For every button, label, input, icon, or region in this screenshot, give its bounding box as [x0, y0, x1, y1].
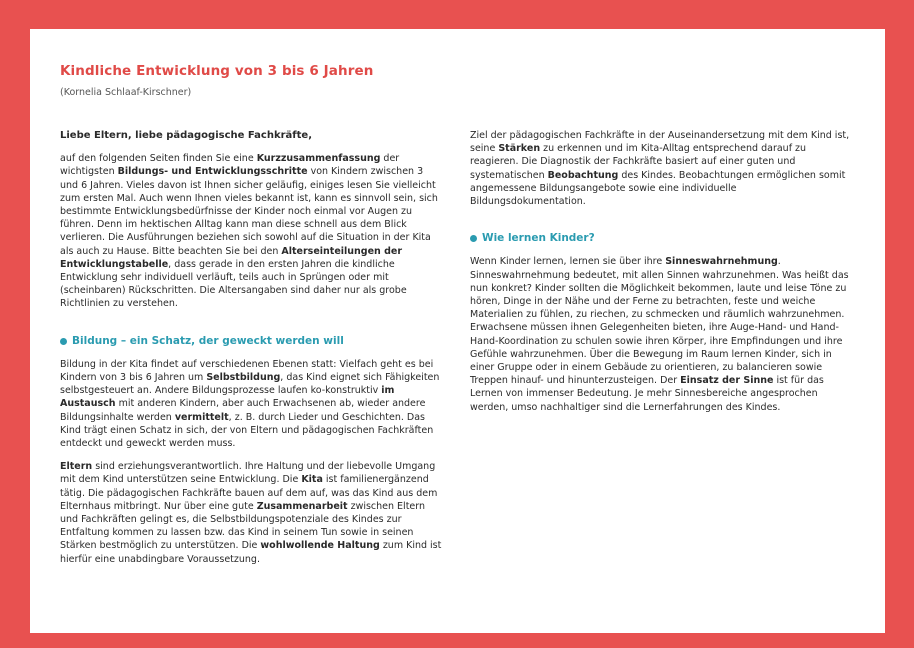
- right-column: [470, 129, 854, 414]
- bold-run: Alterseinteilungen der Entwicklungstabelle: [60, 245, 403, 270]
- text-run: auf den folgenden Seiten finden Sie eine: [60, 153, 257, 165]
- right-intro-paragraph: [470, 129, 854, 208]
- text-run: , z. B. durch Lieder und Geschichten. Das Kind trägt einen Schatz in sich, der von Eltern und pädagogischen Fachkräften entdeckt und geweckt werden muss.: [60, 411, 434, 450]
- greeting: Liebe Eltern, liebe pädagogische Fachkräfte,: [60, 130, 312, 141]
- section-heading-text: Wie lernen Kinder?: [482, 232, 595, 245]
- bold-run: Zusammenarbeit: [256, 500, 348, 512]
- text-run: ist für das Lernen von immenser Bedeutung. Je mehr Sinnesbereiche angesprochen werden, umso nachhaltiger sind die Lernerfahrungen des Kindes.: [470, 375, 824, 413]
- text-run: zwischen Eltern und Fachkräften gelingt es, die Selbstbildungspotenziale des Kindes zur Entfaltung kommen zu lassen bzw. das Kind in seinem Tun sowie in seinen Stärken bestmöglich zu unterstützen. Die: [60, 500, 426, 552]
- bold-run: Bildungs- und Entwicklungsschritte: [117, 166, 308, 178]
- text-run: mit anderen Kindern, aber auch Erwachsenen ab, wieder andere Bildungsinhalte werden: [60, 398, 426, 423]
- text-run: , dass gerade in den ersten Jahren die kindliche Entwicklung sehr individuell verläuft, teils auch in Sprüngen oder mit (scheinbaren) Rückschritten. Die Altersangaben sind daher nur als grobe Richtlinien zu verstehen.: [60, 258, 407, 310]
- text-run: der wichtigsten: [60, 153, 400, 178]
- text-run: ist familienergänzend tätig. Die pädagogischen Fachkräfte bauen auf dem auf, was das Kind aus dem Elternhaus mitbringt. Nur über eine gute: [60, 474, 438, 512]
- intro-paragraph: [60, 152, 444, 310]
- text-run: . Sinneswahrnehmung bedeutet, mit allen Sinnen wahrzunehmen. Was heißt das nun konkret? Kinder sollten die Möglichkeit bekommen, laute und leise Töne zu hören, Dinge in der Nähe und der Ferne zu betrachten, feste und weiche Materialien zu fühlen, zu riechen, zu schmecken und räumlich wahrzunehmen. Erwachsene müssen ihnen Gelegenheiten bieten, ihre Auge-Hand- und Hand-Hand-Koordination zu schulen sowie ihren Körper, ihre Empfindungen und ihre Gefühle wahrzunehmen. Über die Bewegung im Raum lernen Kinder, sich in einer Gruppe oder in einem Gebäude zu orientieren, zu balancieren sowie Treppen hinauf- und hinunterzusteigen. Der: [470, 256, 849, 387]
- document-page: [30, 29, 885, 633]
- bold-run: Stärken: [498, 143, 541, 155]
- bullet-dot-icon: [470, 235, 477, 242]
- text-run: , das Kind eignet sich Fähigkeiten selbstgesteuert an. Andere Bildungsprozesse laufen ko-konstruktiv: [60, 372, 440, 397]
- bold-run: Sinneswahrnehmung: [665, 256, 778, 268]
- bold-run: wohlwollende Haltung: [260, 540, 380, 552]
- text-run: zu erkennen und im Kita-Alltag entsprechend darauf zu reagieren. Die Diagnostik der Fachkräfte basiert auf einer guten und systematischen: [470, 143, 807, 181]
- text-run: Wenn Kinder lernen, lernen sie über ihre: [470, 256, 666, 268]
- bildung-paragraph-1: [60, 358, 444, 450]
- bold-run: Einsatz der Sinne: [680, 375, 774, 387]
- bold-run: im Austausch: [60, 385, 395, 410]
- text-run: sind erziehungsverantwortlich. Ihre Haltung und der liebevolle Umgang mit dem Kind unterstützen seine Entwicklung. Die: [60, 461, 436, 486]
- bullet-dot-icon: [60, 338, 67, 345]
- bold-run: Eltern: [60, 461, 93, 473]
- text-run: des Kindes. Beobachtungen ermöglichen somit angemessene Bildungsangebote sowie eine individuelle Bildungsdokumentation.: [470, 169, 846, 208]
- bold-run: Kurzzusammenfassung: [256, 153, 381, 165]
- text-run: Bildung in der Kita findet auf verschiedenen Ebenen statt: Vielfach geht es bei Kindern von 3 bis 6 Jahren um: [60, 358, 434, 384]
- section-heading-lernen: [470, 232, 854, 245]
- section-heading-bildung: [60, 335, 444, 348]
- left-column: [60, 129, 444, 566]
- text-run: zum Kind ist hierfür eine unabdingbare Voraussetzung.: [60, 540, 442, 565]
- lernen-paragraph: [470, 255, 854, 413]
- section-heading-text: Bildung – ein Schatz, der geweckt werden will: [72, 334, 344, 347]
- bildung-paragraph-2: [60, 460, 444, 566]
- author-line: (Kornelia Schlaaf-Kirschner): [60, 87, 192, 98]
- bold-run: vermittelt: [174, 411, 229, 423]
- text-run: Ziel der pädagogischen Fachkräfte in der Auseinandersetzung mit dem Kind ist, seine: [470, 130, 850, 155]
- page-title: Kindliche Entwicklung von 3 bis 6 Jahren: [60, 63, 374, 79]
- bold-run: Beobachtung: [547, 169, 619, 181]
- text-run: von Kindern zwischen 3 und 6 Jahren. Vieles davon ist Ihnen sicher geläufig, einiges lesen Sie vielleicht zum ersten Mal. Auch wenn Ihnen vieles bekannt ist, kann es sinnvoll sein, sich bestimmte Entwicklungsbedürfnisse der Kinder noch einmal vor Augen zu führen. Denn im hektischen Alltag kann man diese schnell aus dem Blick verlieren. Die Ausführungen beziehen sich sowohl auf die Situation in der Kita als auch zu Hause. Bitte beachten Sie bei den: [60, 166, 438, 257]
- bold-run: Selbstbildung: [206, 372, 281, 384]
- bold-run: Kita: [301, 474, 323, 486]
